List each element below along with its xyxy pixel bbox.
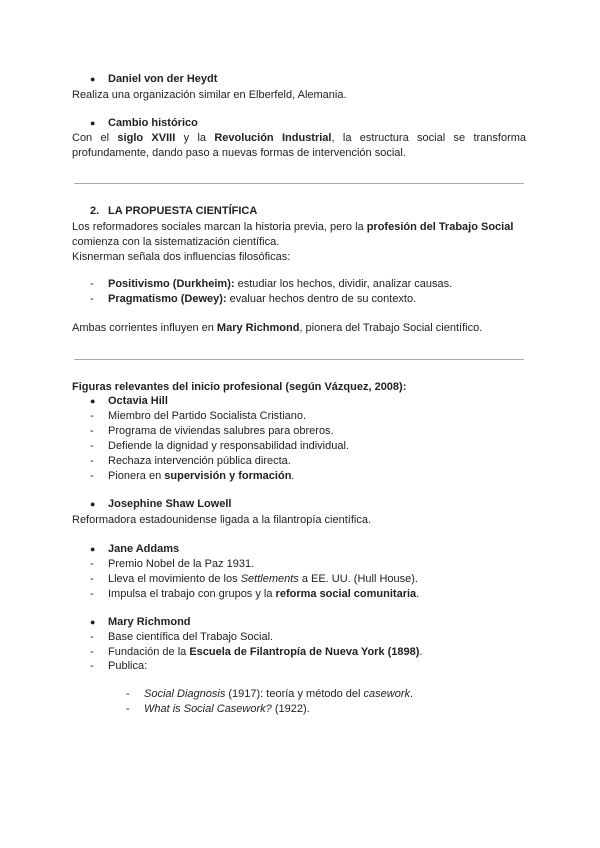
list-item xyxy=(90,469,294,483)
cambio-title: Cambio histórico xyxy=(108,117,198,129)
josephine-shaw-lowell: Josephine Shaw Lowell xyxy=(108,498,232,510)
list-item xyxy=(90,587,419,601)
positivismo: Positivismo (Durkheim): xyxy=(108,278,235,290)
list-item-mary xyxy=(90,615,191,629)
escuela-filantropia: Escuela de Filantropía de Nueva York (1898) xyxy=(189,646,420,658)
bullet: ● xyxy=(90,499,96,509)
dash: - xyxy=(90,558,94,570)
text: . xyxy=(409,688,414,700)
dash: - xyxy=(90,278,94,290)
bullet: ● xyxy=(90,396,96,406)
text: Lleva el movimiento de los xyxy=(108,573,241,585)
list-item xyxy=(90,557,254,571)
dash: - xyxy=(90,440,94,452)
text: (1922). xyxy=(271,703,310,715)
text: Fundación de la xyxy=(108,646,190,658)
list-item-josephine xyxy=(90,497,231,511)
dash: - xyxy=(90,660,94,672)
text: Con el xyxy=(72,132,118,144)
text: Base científica del Trabajo Social. xyxy=(108,631,274,643)
text: Programa de viviendas salubres para obreros. xyxy=(108,425,334,437)
list-item xyxy=(90,454,291,468)
bullet: ● xyxy=(90,118,96,128)
text: evaluar hechos dentro de su contexto. xyxy=(226,293,417,305)
section-title: LA PROPUESTA CIENTÍFICA xyxy=(108,205,258,217)
list-item xyxy=(90,424,334,438)
section-heading xyxy=(90,204,257,218)
heydt-text: Realiza una organización similar en Elberfeld, Alemania. xyxy=(72,89,347,101)
propuesta-paragraph-line1 xyxy=(72,220,513,234)
bullet: ● xyxy=(90,544,96,554)
dash: - xyxy=(90,588,94,600)
text: , pionera del Trabajo Social científico. xyxy=(299,322,483,334)
text: . xyxy=(419,646,423,658)
revolucion-industrial: Revolución Industrial xyxy=(214,132,332,144)
text: , la estructura social se transforma xyxy=(331,132,527,144)
divider xyxy=(74,183,524,184)
sub-list-item xyxy=(126,702,310,716)
text: (1917): teoría y método del xyxy=(225,688,364,700)
text: Miembro del Partido Socialista Cristiano. xyxy=(108,410,307,422)
text: Impulsa el trabajo con grupos y la xyxy=(108,588,276,600)
text: a EE. UU. (Hull House). xyxy=(298,573,418,585)
mary-richmond: Mary Richmond xyxy=(108,616,191,628)
list-item-octavia xyxy=(90,394,168,408)
casework: casework xyxy=(363,688,410,700)
list-item-heydt xyxy=(90,72,217,86)
list-item xyxy=(90,630,273,644)
kisnerman-text: Kisnerman señala dos influencias filosóficas: xyxy=(72,251,291,263)
text: . xyxy=(291,470,295,482)
text: Premio Nobel de la Paz 1931. xyxy=(108,558,255,570)
octavia-hill: Octavia Hill xyxy=(108,395,168,407)
pragmatismo: Pragmatismo (Dewey): xyxy=(108,293,227,305)
list-item xyxy=(90,645,422,659)
list-item-positivismo xyxy=(90,277,452,291)
divider xyxy=(74,359,524,360)
text: Ambas corrientes influyen en xyxy=(72,322,217,334)
siglo-xviii: siglo XVIII xyxy=(117,132,176,144)
bullet: ● xyxy=(90,617,96,627)
section-number: 2. xyxy=(90,205,100,217)
list-item xyxy=(90,659,147,673)
mary-richmond: Mary Richmond xyxy=(216,322,300,334)
propuesta-paragraph-line2: comienza con la sistematización científica. xyxy=(72,236,280,248)
josephine-text: Reformadora estadounidense ligada a la filantropía científica. xyxy=(72,514,372,526)
dash: - xyxy=(90,410,94,422)
figuras-heading: Figuras relevantes del inicio profesional (según Vázquez, 2008): xyxy=(72,381,407,393)
social-diagnosis: Social Diagnosis xyxy=(144,688,226,700)
dash: - xyxy=(126,703,130,715)
dash: - xyxy=(90,573,94,585)
cambio-paragraph-line2: profundamente, dando paso a nuevas formas de intervención social. xyxy=(72,147,406,159)
dash: - xyxy=(90,646,94,658)
what-is-social-casework: What is Social Casework? xyxy=(144,703,272,715)
list-item xyxy=(90,572,418,586)
list-item-pragmatismo xyxy=(90,292,416,306)
dash: - xyxy=(90,425,94,437)
dash: - xyxy=(90,455,94,467)
text: estudiar los hechos, dividir, analizar causas. xyxy=(234,278,453,290)
text: Publica: xyxy=(108,660,148,672)
text: y la xyxy=(175,132,215,144)
supervision-formacion: supervisión y formación xyxy=(164,470,292,482)
sub-list-item xyxy=(126,687,413,701)
dash: - xyxy=(90,470,94,482)
settlements: Settlements xyxy=(240,573,299,585)
heydt-name: Daniel von der Heydt xyxy=(108,73,218,85)
jane-addams: Jane Addams xyxy=(108,543,180,555)
reforma-social: reforma social comunitaria xyxy=(275,588,417,600)
bullet: ● xyxy=(90,74,96,84)
list-item-cambio xyxy=(90,116,198,130)
ambas-text xyxy=(72,321,482,335)
text: Los reformadores sociales marcan la historia previa, pero la xyxy=(72,221,367,233)
dash: - xyxy=(90,293,94,305)
cambio-paragraph-line1 xyxy=(72,131,526,145)
text: Pionera en xyxy=(108,470,165,482)
list-item xyxy=(90,409,306,423)
dash: - xyxy=(90,631,94,643)
text: Defiende la dignidad y responsabilidad individual. xyxy=(108,440,349,452)
list-item-jane xyxy=(90,542,179,556)
text: Rechaza intervención pública directa. xyxy=(108,455,291,467)
dash: - xyxy=(126,688,130,700)
list-item xyxy=(90,439,349,453)
profesion-ts: profesión del Trabajo Social xyxy=(366,221,514,233)
text: . xyxy=(416,588,420,600)
